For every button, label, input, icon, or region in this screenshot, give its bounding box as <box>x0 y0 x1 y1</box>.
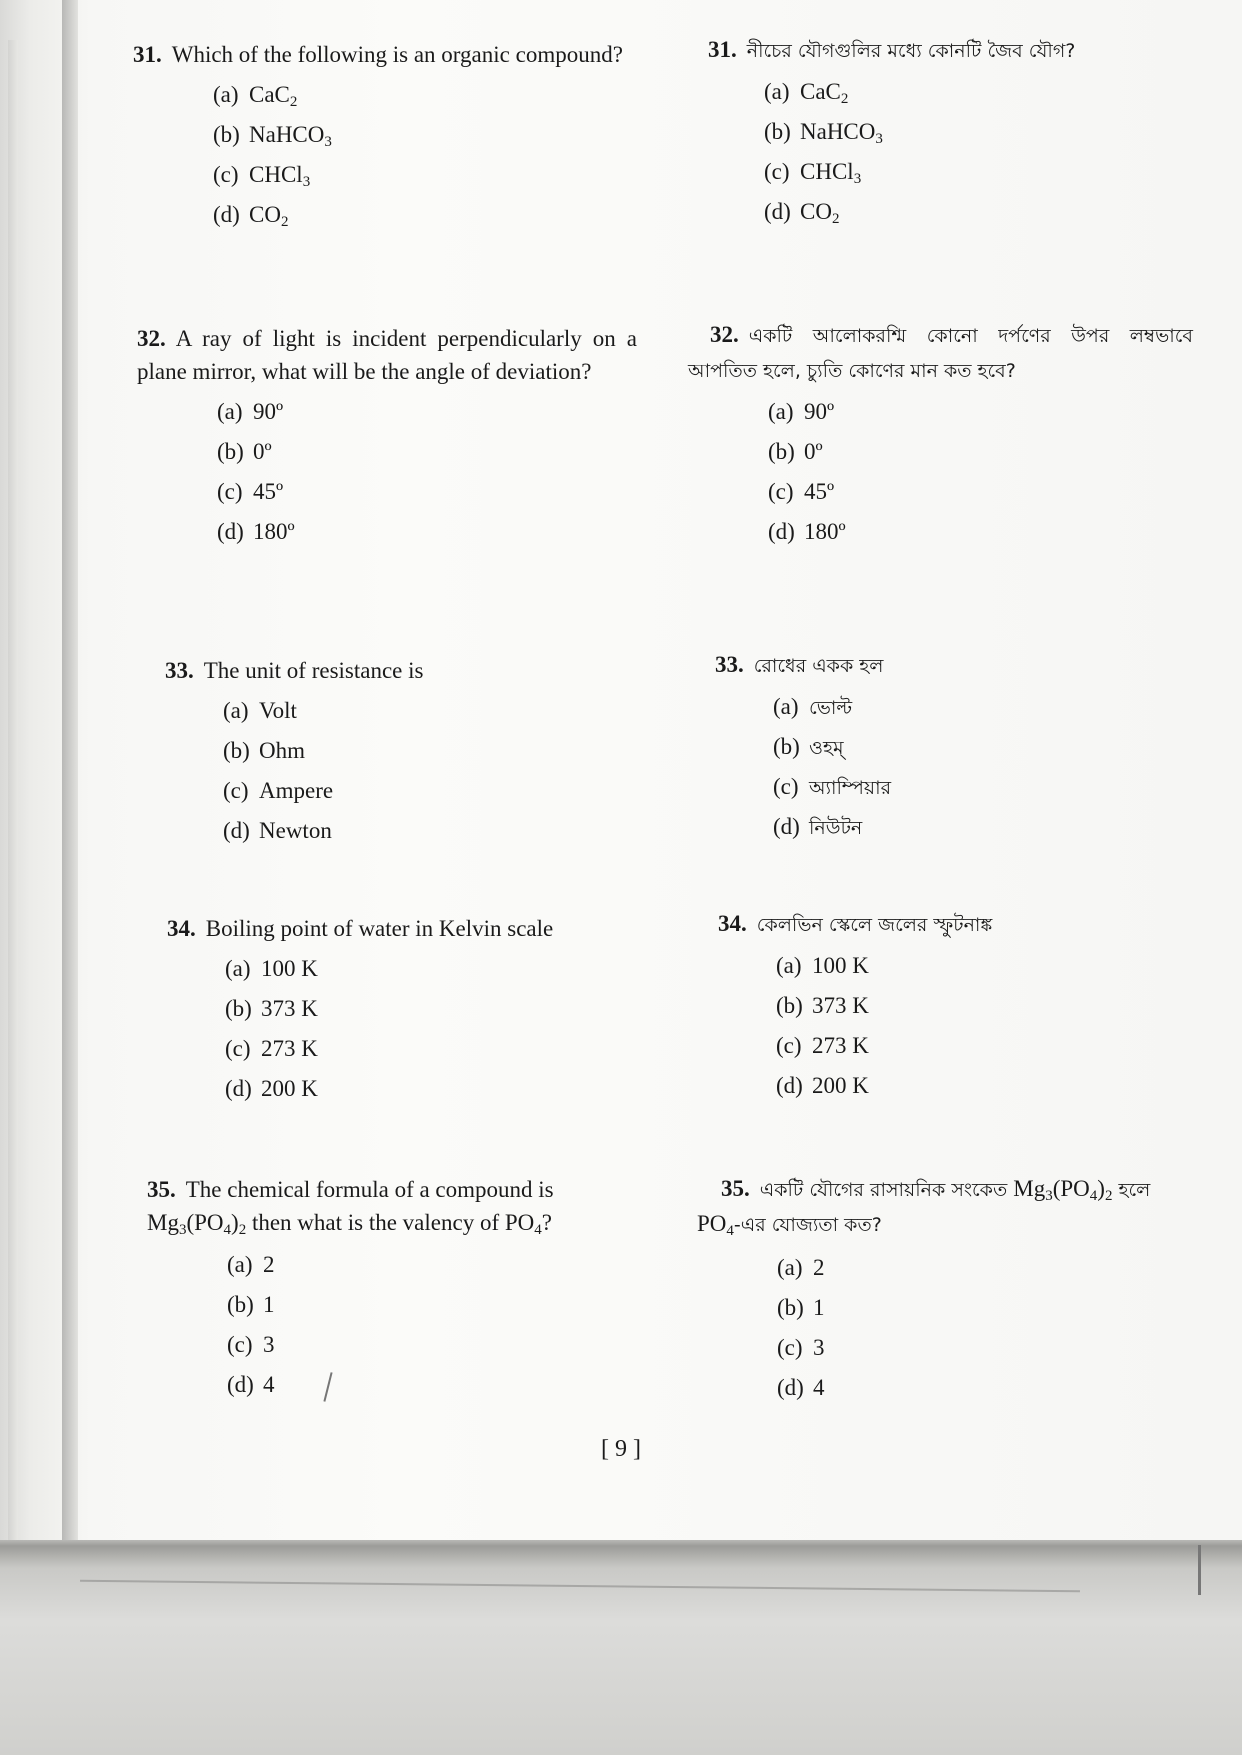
option-d[interactable] <box>768 512 1193 552</box>
question-text: Boiling point of water in Kelvin scale <box>205 916 554 941</box>
question-33-bn <box>715 648 1185 847</box>
option-text: 100 K <box>812 953 869 978</box>
option-d[interactable] <box>773 807 1185 847</box>
option-text: CHCl <box>249 162 303 187</box>
option-label: (b) <box>776 993 803 1018</box>
question-34-bn <box>718 907 1188 1106</box>
option-subscript: 3 <box>875 131 883 147</box>
option-text: অ্যাম্পিয়ার <box>809 777 892 799</box>
option-b[interactable] <box>777 1288 1202 1328</box>
option-label: (c) <box>768 479 794 504</box>
option-subscript: 3 <box>302 174 311 190</box>
option-label: (d) <box>213 202 240 227</box>
options-list <box>776 946 1188 1106</box>
option-c[interactable] <box>768 472 1193 512</box>
option-label: (a) <box>213 82 239 107</box>
question-text: একটি আলোকরশ্মি কোনো দর্পণের উপর লম্বভাবে আপতিত হলে, চ্যুতি কোণের মান কত হবে? <box>688 325 1193 382</box>
option-text: 200 K <box>812 1073 869 1098</box>
option-a[interactable] <box>213 75 633 115</box>
option-a[interactable] <box>225 949 637 989</box>
option-a[interactable] <box>227 1245 647 1285</box>
option-c[interactable] <box>776 1026 1188 1066</box>
option-d[interactable] <box>777 1368 1202 1408</box>
option-label: (a) <box>768 399 794 424</box>
question-stem <box>715 648 1185 683</box>
question-text: একটি যৌগের রাসায়নিক সংকেত <box>759 1179 1014 1201</box>
question-stem <box>167 912 637 945</box>
option-text: CaC <box>800 79 841 104</box>
option-text: 0º <box>253 439 272 464</box>
option-label: (c) <box>227 1332 253 1357</box>
option-text: 90º <box>253 399 284 424</box>
option-label: (a) <box>225 956 251 981</box>
question-stem <box>697 1172 1202 1242</box>
option-text: Newton <box>259 818 332 843</box>
option-text: NaHCO <box>249 122 325 147</box>
option-d[interactable] <box>223 811 635 851</box>
option-label: (b) <box>213 122 240 147</box>
option-text: 3 <box>813 1335 825 1360</box>
question-text-cont: হলে <box>1112 1179 1151 1201</box>
option-text: CO <box>249 202 281 227</box>
option-b[interactable] <box>768 432 1193 472</box>
option-text: 273 K <box>812 1033 869 1058</box>
option-label: (d) <box>773 814 800 839</box>
option-b[interactable] <box>217 432 637 472</box>
options-list <box>225 949 637 1109</box>
option-c[interactable] <box>213 155 633 195</box>
option-label: (d) <box>217 519 244 544</box>
options-list <box>768 392 1193 552</box>
option-d[interactable] <box>217 512 637 552</box>
question-number: 34. <box>167 916 196 941</box>
option-b[interactable] <box>764 112 1188 152</box>
option-text: নিউটন <box>809 817 863 839</box>
question-text: কেলভিন স্কেলে জলের স্ফুটনাঙ্ক <box>756 914 993 936</box>
options-list <box>223 691 635 851</box>
option-label: (d) <box>777 1375 804 1400</box>
option-label: (c) <box>776 1033 802 1058</box>
option-subscript: 2 <box>840 91 849 107</box>
option-label: (a) <box>764 79 790 104</box>
question-32-en <box>137 322 637 552</box>
option-text: 0º <box>804 439 823 464</box>
option-d[interactable] <box>213 195 633 235</box>
question-text: The unit of resistance is <box>203 658 424 683</box>
option-label: (d) <box>223 818 250 843</box>
option-label: (b) <box>225 996 252 1021</box>
option-text: 2 <box>263 1252 275 1277</box>
option-label: (c) <box>217 479 243 504</box>
option-b[interactable] <box>776 986 1188 1026</box>
option-text: 3 <box>263 1332 275 1357</box>
option-text: CO <box>800 199 832 224</box>
option-a[interactable] <box>777 1248 1202 1288</box>
option-text: 273 K <box>261 1036 318 1061</box>
option-b[interactable] <box>223 731 635 771</box>
option-a[interactable] <box>223 691 635 731</box>
option-label: (a) <box>223 698 249 723</box>
question-35-en <box>147 1173 647 1405</box>
option-a[interactable] <box>217 392 637 432</box>
option-text: 1 <box>263 1292 275 1317</box>
option-d[interactable] <box>764 192 1188 232</box>
question-stem <box>688 318 1193 388</box>
question-number: 33. <box>165 658 194 683</box>
option-label: (b) <box>777 1295 804 1320</box>
option-label: (c) <box>225 1036 251 1061</box>
question-number: 33. <box>715 652 744 677</box>
option-label: (b) <box>768 439 795 464</box>
question-text: রোধের একক হল <box>753 655 884 677</box>
option-label: (d) <box>764 199 791 224</box>
option-c[interactable] <box>764 152 1188 192</box>
option-subscript: 2 <box>289 94 298 110</box>
option-label: (d) <box>776 1073 803 1098</box>
option-a[interactable] <box>764 72 1188 112</box>
scan-bottom-margin <box>0 1540 1242 1755</box>
option-text: 45º <box>253 479 284 504</box>
formula-subscript: 4 <box>534 1222 542 1238</box>
option-text: ভোল্ট <box>809 697 853 719</box>
chemical-formula: $Mg_3(PO_4)_2$ <box>1013 1176 1113 1204</box>
option-label: (a) <box>777 1255 803 1280</box>
option-text: 373 K <box>812 993 869 1018</box>
question-mark: ? <box>541 1210 552 1235</box>
formula-text: PO <box>697 1211 727 1236</box>
question-stem <box>133 38 633 71</box>
page-binding-edge <box>62 0 78 1540</box>
option-label: (c) <box>777 1335 803 1360</box>
option-label: (a) <box>776 953 802 978</box>
option-text: Ohm <box>259 738 305 763</box>
option-subscript: 2 <box>280 214 289 230</box>
option-label: (b) <box>227 1292 254 1317</box>
options-list <box>213 75 633 235</box>
question-stem <box>708 33 1188 68</box>
question-text-cont: then what is the valency of PO <box>246 1210 535 1235</box>
question-34-en <box>167 912 637 1109</box>
option-c[interactable] <box>777 1328 1202 1368</box>
options-list <box>764 72 1188 232</box>
question-stem <box>165 654 635 687</box>
question-text-end: -এর যোজ্যতা কত? <box>733 1214 882 1236</box>
option-d[interactable] <box>227 1365 647 1405</box>
question-number: 31. <box>133 42 162 67</box>
question-number: 31. <box>708 37 737 62</box>
options-list <box>217 392 637 552</box>
question-stem <box>137 322 637 388</box>
question-text: The chemical formula of a compound is <box>185 1177 554 1202</box>
option-text: 45º <box>804 479 835 504</box>
question-number: 32. <box>137 326 166 351</box>
option-d[interactable] <box>776 1066 1188 1106</box>
options-list <box>773 687 1185 847</box>
option-label: (c) <box>213 162 239 187</box>
option-text: 4 <box>813 1375 825 1400</box>
chemical-formula: $Mg_3(PO_4)_2$ <box>147 1210 247 1238</box>
option-b[interactable] <box>773 727 1185 767</box>
option-label: (a) <box>227 1252 253 1277</box>
option-text: 100 K <box>261 956 318 981</box>
option-subscript: 3 <box>324 134 332 150</box>
question-text: A ray of light is incident perpendicularly on a plane mirror, what will be the angle of deviation? <box>137 326 637 384</box>
option-label: (c) <box>223 778 249 803</box>
option-text: CHCl <box>800 159 854 184</box>
option-text: CaC <box>249 82 290 107</box>
question-31-bn <box>708 33 1188 232</box>
option-text: 373 K <box>261 996 318 1021</box>
option-label: (b) <box>217 439 244 464</box>
option-text: NaHCO <box>800 119 876 144</box>
option-c[interactable] <box>223 771 635 811</box>
option-label: (a) <box>217 399 243 424</box>
option-c[interactable] <box>225 1029 637 1069</box>
option-label: (d) <box>227 1372 254 1397</box>
page-number: [ 9 ] <box>601 1436 641 1462</box>
question-number: 34. <box>718 911 747 936</box>
option-d[interactable] <box>225 1069 637 1109</box>
question-stem <box>718 907 1188 942</box>
option-a[interactable] <box>776 946 1188 986</box>
option-text: 180º <box>804 519 846 544</box>
page-corner-edge <box>1198 1545 1201 1595</box>
option-label: (a) <box>773 694 799 719</box>
option-text: 1 <box>813 1295 825 1320</box>
option-b[interactable] <box>225 989 637 1029</box>
option-label: (d) <box>225 1076 252 1101</box>
option-label: (c) <box>764 159 790 184</box>
option-text: ওহম্ <box>809 737 844 759</box>
option-subscript: 2 <box>831 211 840 227</box>
option-label: (b) <box>223 738 250 763</box>
option-subscript: 3 <box>853 171 862 187</box>
option-b[interactable] <box>213 115 633 155</box>
option-a[interactable] <box>768 392 1193 432</box>
option-text: 180º <box>253 519 295 544</box>
option-a[interactable] <box>773 687 1185 727</box>
question-text: নীচের যৌগগুলির মধ্যে কোনটি জৈব যৌগ? <box>746 40 1076 62</box>
option-label: (b) <box>773 734 800 759</box>
option-c[interactable] <box>773 767 1185 807</box>
question-35-bn <box>697 1172 1202 1408</box>
question-number: 32. <box>710 322 739 347</box>
option-text: 2 <box>813 1255 825 1280</box>
question-number: 35. <box>147 1177 176 1202</box>
formula-subscript: 4 <box>726 1223 734 1239</box>
question-text: Which of the following is an organic compound? <box>171 42 623 67</box>
options-list <box>777 1248 1202 1408</box>
question-31-en <box>133 38 633 235</box>
page-edge-shadow <box>8 40 18 1540</box>
option-text: 200 K <box>261 1076 318 1101</box>
option-b[interactable] <box>227 1285 647 1325</box>
option-c[interactable] <box>217 472 637 512</box>
option-label: (b) <box>764 119 791 144</box>
option-c[interactable] <box>227 1325 647 1365</box>
option-label: (c) <box>773 774 799 799</box>
option-text: 4 <box>263 1372 275 1397</box>
question-stem <box>147 1173 647 1239</box>
question-32-bn <box>688 318 1193 552</box>
option-text: 90º <box>804 399 835 424</box>
question-33-en <box>165 654 635 851</box>
option-label: (d) <box>768 519 795 544</box>
option-text: Volt <box>259 698 297 723</box>
options-list <box>227 1245 647 1405</box>
option-text: Ampere <box>259 778 334 803</box>
question-number: 35. <box>721 1176 750 1201</box>
